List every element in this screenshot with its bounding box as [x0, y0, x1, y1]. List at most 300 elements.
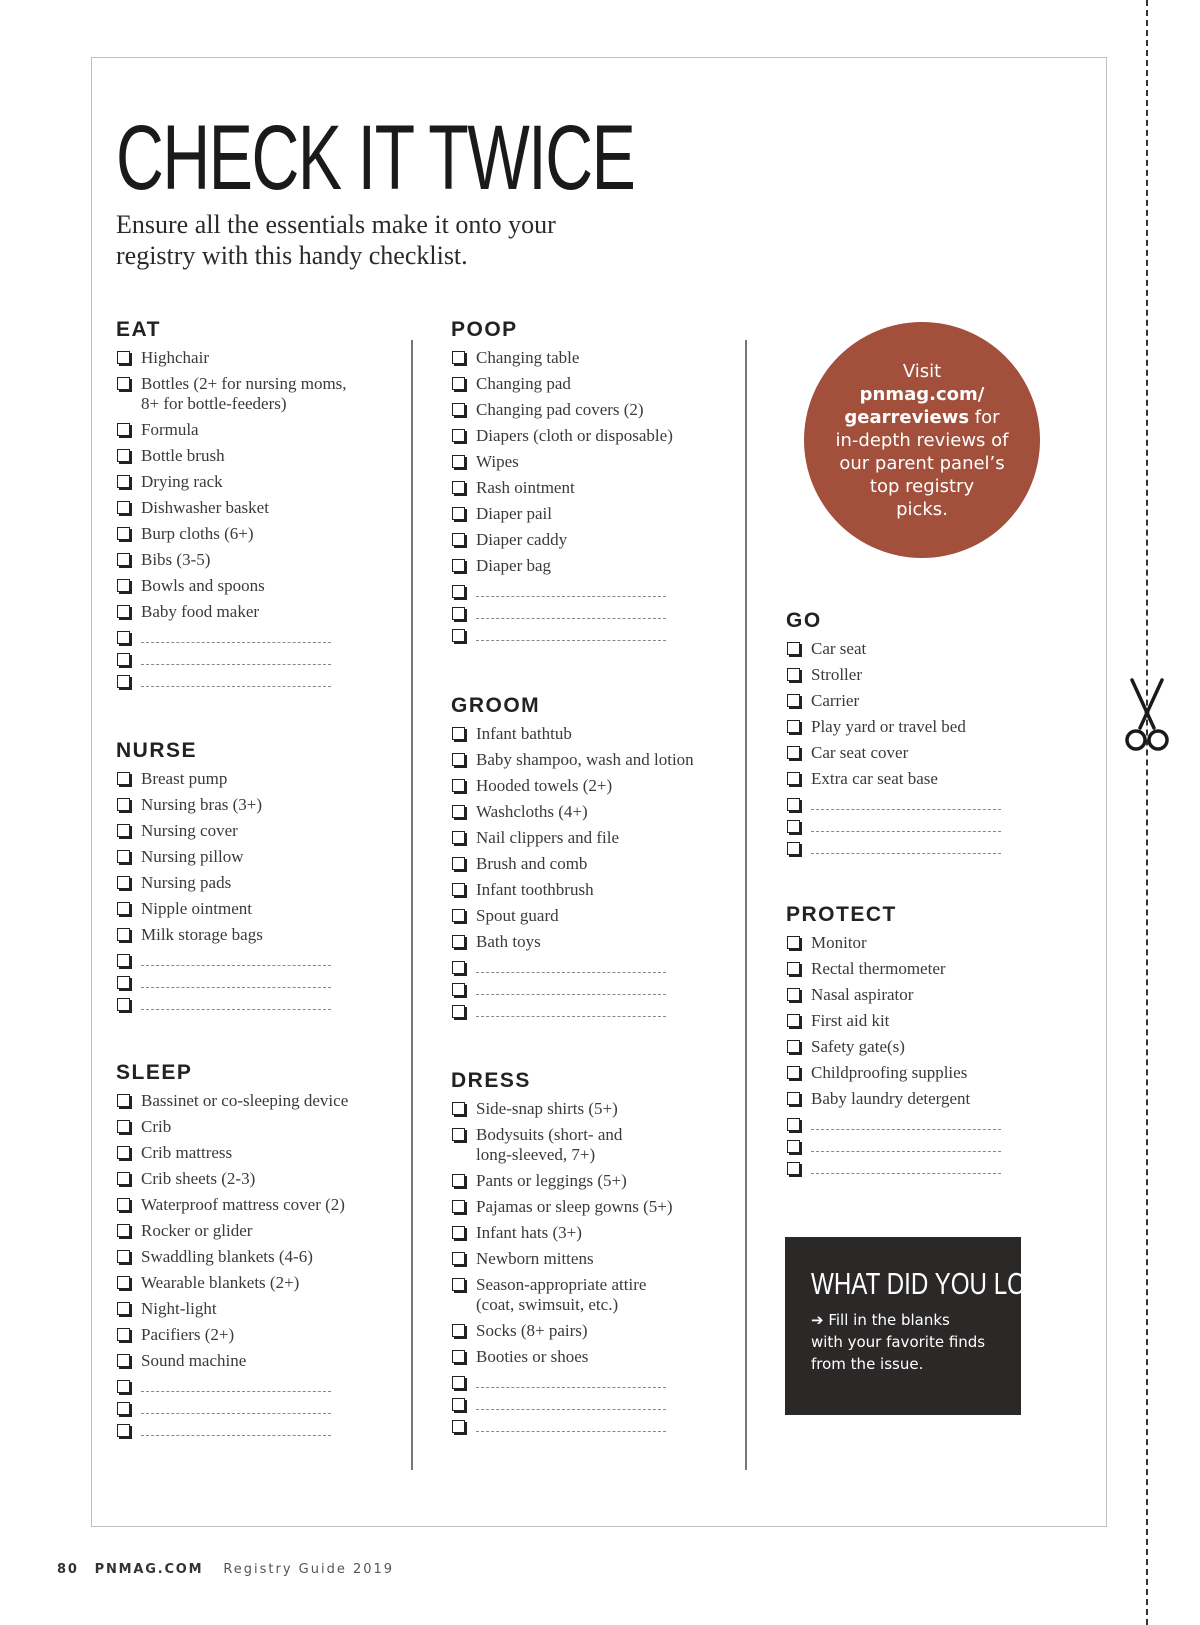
checkbox-icon[interactable]	[117, 1120, 130, 1133]
checklist-item[interactable]	[786, 665, 1086, 685]
checkbox-icon[interactable]	[117, 377, 130, 390]
checklist-item[interactable]	[451, 1125, 751, 1165]
checklist-item-label: Washcloths (4+)	[476, 802, 588, 821]
checklist-item-label: Spout guard	[476, 906, 559, 925]
checkbox-icon[interactable]	[117, 976, 130, 989]
checklist-item-label: Nail clippers and file	[476, 828, 620, 847]
checklist	[786, 933, 1086, 1175]
checklist-item-label: Milk storage bags	[141, 925, 263, 944]
checklist-item[interactable]	[116, 420, 416, 440]
checklist-item[interactable]	[116, 1247, 416, 1267]
checklist-item-label: Season-appropriate attire (coat, swimsuit, etc.)	[476, 1275, 647, 1314]
checklist-item[interactable]	[116, 374, 416, 414]
checklist	[786, 639, 1086, 855]
checkbox-icon[interactable]	[452, 607, 465, 620]
checkbox-icon[interactable]	[452, 961, 465, 974]
checklist-item[interactable]	[451, 750, 751, 770]
checklist-item[interactable]	[451, 906, 751, 926]
promo-line: in-depth reviews of	[835, 429, 1009, 451]
checkbox-icon[interactable]	[452, 831, 465, 844]
checkbox-icon[interactable]	[117, 1276, 130, 1289]
checklist-item-label: Car seat	[811, 639, 867, 658]
blank-checklist-item[interactable]	[786, 795, 1086, 811]
footer-guide: Registry Guide 2019	[223, 1562, 395, 1577]
fill-in-blank-line[interactable]	[141, 1391, 331, 1392]
checkbox-icon[interactable]	[117, 998, 130, 1011]
checklist-item[interactable]	[786, 717, 1086, 737]
checkbox-icon[interactable]	[117, 1402, 130, 1415]
checkbox-icon[interactable]	[117, 527, 130, 540]
section-poop	[451, 316, 751, 648]
checkbox-icon[interactable]	[787, 988, 800, 1001]
checklist-item-label: Bodysuits (short- and long-sleeved, 7+)	[476, 1125, 623, 1164]
checklist-item[interactable]	[451, 504, 751, 524]
checklist-item-label: Wearable blankets (2+)	[141, 1273, 300, 1292]
checklist-item[interactable]	[786, 985, 1086, 1005]
checklist-item[interactable]	[451, 724, 751, 744]
checklist-item[interactable]	[451, 1171, 751, 1191]
checkbox-icon[interactable]	[787, 720, 800, 733]
checkbox-icon[interactable]	[117, 824, 130, 837]
checkbox-icon[interactable]	[452, 883, 465, 896]
fill-in-blank-line[interactable]	[811, 809, 1001, 810]
page-footer	[57, 1562, 394, 1577]
checkbox-icon[interactable]	[117, 351, 130, 364]
checkbox-icon[interactable]	[452, 1376, 465, 1389]
checklist-item-label: Rectal thermometer	[811, 959, 946, 978]
checklist-item[interactable]	[116, 821, 416, 841]
loved-box-title: WHAT DID YOU LOVE?	[811, 1266, 1072, 1301]
checkbox-icon[interactable]	[452, 429, 465, 442]
fill-in-blank-line[interactable]	[476, 1409, 666, 1410]
checkbox-icon[interactable]	[452, 983, 465, 996]
checklist-item[interactable]	[451, 828, 751, 848]
blank-checklist-item[interactable]	[116, 973, 416, 989]
checkbox-icon[interactable]	[452, 935, 465, 948]
checklist-item-label: Diaper caddy	[476, 530, 568, 549]
checkbox-icon[interactable]	[117, 1198, 130, 1211]
fill-in-blank-line[interactable]	[476, 972, 666, 973]
checklist-item[interactable]	[786, 959, 1086, 979]
checklist-item[interactable]	[451, 880, 751, 900]
fill-in-blank-line[interactable]	[811, 853, 1001, 854]
blank-checklist-item[interactable]	[116, 995, 416, 1011]
blank-checklist-item[interactable]	[116, 1421, 416, 1437]
checklist-item[interactable]	[116, 1169, 416, 1189]
checklist-item[interactable]	[786, 1089, 1086, 1109]
promo-line: our parent panel’s	[839, 452, 1005, 474]
checklist-item-label: Dishwasher basket	[141, 498, 269, 517]
checkbox-icon[interactable]	[117, 653, 130, 666]
fill-in-blank-line[interactable]	[476, 1016, 666, 1017]
checklist-item-label: Baby food maker	[141, 602, 260, 621]
checkbox-icon[interactable]	[787, 936, 800, 949]
checklist-item[interactable]	[451, 556, 751, 576]
checkbox-icon[interactable]	[117, 553, 130, 566]
checkbox-icon[interactable]	[117, 1094, 130, 1107]
checklist-item[interactable]	[116, 472, 416, 492]
checklist-item[interactable]	[116, 576, 416, 596]
promo-link[interactable]: gearreviews	[844, 406, 970, 428]
fill-in-blank-line[interactable]	[141, 987, 331, 988]
checkbox-icon[interactable]	[117, 579, 130, 592]
checkbox-icon[interactable]	[452, 481, 465, 494]
checklist-item-label: Sound machine	[141, 1351, 247, 1370]
checkbox-icon[interactable]	[117, 954, 130, 967]
section-title: NURSE	[116, 739, 198, 762]
checklist-item-label: Changing table	[476, 348, 580, 367]
checkbox-icon[interactable]	[452, 909, 465, 922]
checklist-item[interactable]	[451, 1347, 751, 1367]
checklist-item-label: Play yard or travel bed	[811, 717, 966, 736]
checklist-item-label: Wipes	[476, 452, 519, 471]
checklist-item[interactable]	[786, 743, 1086, 763]
checklist	[451, 1099, 751, 1433]
fill-in-blank-line[interactable]	[141, 1413, 331, 1414]
checklist-item-label: Baby laundry detergent	[811, 1089, 971, 1108]
checkbox-icon[interactable]	[117, 876, 130, 889]
checklist-item-label: Crib	[141, 1117, 172, 1136]
checkbox-icon[interactable]	[117, 475, 130, 488]
checkbox-icon[interactable]	[452, 1128, 465, 1141]
checkbox-icon[interactable]	[787, 1040, 800, 1053]
checklist-item-label: Crib mattress	[141, 1143, 233, 1162]
checklist-item[interactable]	[116, 446, 416, 466]
checklist-item-label: Infant bathtub	[476, 724, 572, 743]
checklist-item[interactable]	[116, 1143, 416, 1163]
checklist-item-label: First aid kit	[811, 1011, 890, 1030]
checkbox-icon[interactable]	[787, 772, 800, 785]
blank-checklist-item[interactable]	[451, 1373, 751, 1389]
blank-checklist-item[interactable]	[451, 604, 751, 620]
blank-checklist-item[interactable]	[451, 1417, 751, 1433]
blank-checklist-item[interactable]	[116, 1399, 416, 1415]
subtitle-line: registry with this handy checklist.	[116, 241, 468, 270]
checklist-item[interactable]	[116, 1221, 416, 1241]
checklist-item[interactable]	[116, 1091, 416, 1111]
promo-line: for	[969, 406, 1000, 428]
section-title: DRESS	[451, 1069, 531, 1092]
checklist-item-label: Nursing pillow	[141, 847, 244, 866]
checkbox-icon[interactable]	[452, 1350, 465, 1363]
checklist-item-label: Nasal aspirator	[811, 985, 914, 1004]
checklist-item-label: Infant hats (3+)	[476, 1223, 582, 1242]
checklist-item[interactable]	[786, 1063, 1086, 1083]
fill-in-blank-line[interactable]	[476, 618, 666, 619]
checkbox-icon[interactable]	[117, 631, 130, 644]
promo-line: Visit	[902, 360, 942, 382]
checklist-item-label: Drying rack	[141, 472, 223, 491]
checkbox-icon[interactable]	[117, 675, 130, 688]
checklist-item[interactable]	[786, 639, 1086, 659]
checkbox-icon[interactable]	[787, 798, 800, 811]
section-title: EAT	[116, 318, 161, 341]
checklist-item-label: Booties or shoes	[476, 1347, 589, 1366]
checkbox-icon[interactable]	[452, 1252, 465, 1265]
checklist-item-label: Monitor	[811, 933, 867, 952]
blank-checklist-item[interactable]	[786, 1137, 1086, 1153]
section-title: GROOM	[451, 694, 541, 717]
checkbox-icon[interactable]	[117, 605, 130, 618]
checklist-item[interactable]	[786, 691, 1086, 711]
footer-site: PNMAG.COM	[94, 1562, 204, 1577]
section-protect	[786, 901, 1086, 1181]
blank-checklist-item[interactable]	[116, 1377, 416, 1393]
promo-line: top registry	[869, 475, 975, 497]
blank-checklist-item[interactable]	[116, 650, 416, 666]
checkbox-icon[interactable]	[452, 1420, 465, 1433]
checkbox-icon[interactable]	[117, 449, 130, 462]
checklist-item[interactable]	[451, 530, 751, 550]
checkbox-icon[interactable]	[117, 423, 130, 436]
checklist-item[interactable]	[116, 1195, 416, 1215]
checklist-item-label: Childproofing supplies	[811, 1063, 968, 1082]
fill-in-blank-line[interactable]	[141, 642, 331, 643]
checklist-item-label: Diaper bag	[476, 556, 552, 575]
checklist-item-label: Side-snap shirts (5+)	[476, 1099, 618, 1118]
checkbox-icon[interactable]	[452, 629, 465, 642]
checkbox-icon[interactable]	[452, 377, 465, 390]
checklist-item[interactable]	[116, 498, 416, 518]
checkbox-icon[interactable]	[117, 798, 130, 811]
checklist-item-label: Socks (8+ pairs)	[476, 1321, 588, 1340]
checklist-item[interactable]	[116, 795, 416, 815]
blank-checklist-item[interactable]	[786, 839, 1086, 855]
checkbox-icon[interactable]	[117, 1146, 130, 1159]
scissors-icon	[1124, 678, 1170, 756]
checklist-item[interactable]	[116, 1325, 416, 1345]
checklist-item-label: Stroller	[811, 665, 862, 684]
checkbox-icon[interactable]	[787, 668, 800, 681]
checklist-item-label: Rash ointment	[476, 478, 575, 497]
checklist-item[interactable]	[116, 1299, 416, 1319]
blank-checklist-item[interactable]	[451, 1002, 751, 1018]
checklist-item[interactable]	[451, 348, 751, 368]
checklist-item[interactable]	[116, 1273, 416, 1293]
checklist	[116, 769, 416, 1011]
checklist-item[interactable]	[116, 899, 416, 919]
blank-checklist-item[interactable]	[451, 582, 751, 598]
checkbox-icon[interactable]	[117, 1172, 130, 1185]
blank-checklist-item[interactable]	[451, 1395, 751, 1411]
checklist-item-label: Diapers (cloth or disposable)	[476, 426, 673, 445]
section-groom	[451, 692, 751, 1024]
checkbox-icon[interactable]	[787, 820, 800, 833]
checkbox-icon[interactable]	[452, 1102, 465, 1115]
fill-in-blank-line[interactable]	[811, 831, 1001, 832]
checklist-item[interactable]	[451, 1321, 751, 1341]
checklist-item[interactable]	[451, 452, 751, 472]
checkbox-icon[interactable]	[117, 1328, 130, 1341]
checkbox-icon[interactable]	[787, 962, 800, 975]
checklist-item-label: Extra car seat base	[811, 769, 938, 788]
checklist-item[interactable]	[786, 933, 1086, 953]
fill-in-blank-line[interactable]	[476, 994, 666, 995]
checkbox-icon[interactable]	[787, 1092, 800, 1105]
subtitle-line: Ensure all the essentials make it onto your	[116, 210, 556, 239]
checkbox-icon[interactable]	[452, 559, 465, 572]
fill-in-blank-line[interactable]	[141, 664, 331, 665]
promo-badge	[804, 322, 1040, 558]
checklist-item-label: Highchair	[141, 348, 209, 367]
checklist-item[interactable]	[116, 524, 416, 544]
checklist-item-label: Nipple ointment	[141, 899, 252, 918]
checkbox-icon[interactable]	[117, 772, 130, 785]
checklist-item[interactable]	[451, 374, 751, 394]
checkbox-icon[interactable]	[117, 1354, 130, 1367]
promo-line: picks.	[896, 498, 948, 520]
checkbox-icon[interactable]	[787, 642, 800, 655]
checkbox-icon[interactable]	[787, 1066, 800, 1079]
checkbox-icon[interactable]	[117, 501, 130, 514]
checkbox-icon[interactable]	[452, 1200, 465, 1213]
checkbox-icon[interactable]	[787, 1162, 800, 1175]
checklist-item-label: Diaper pail	[476, 504, 552, 523]
blank-checklist-item[interactable]	[451, 958, 751, 974]
checklist-item[interactable]	[786, 1011, 1086, 1031]
fill-in-blank-line[interactable]	[476, 1387, 666, 1388]
checklist-item-label: Pacifiers (2+)	[141, 1325, 235, 1344]
checkbox-icon[interactable]	[117, 1424, 130, 1437]
checkbox-icon[interactable]	[452, 1005, 465, 1018]
fill-in-blank-line[interactable]	[476, 596, 666, 597]
checklist-item-label: Breast pump	[141, 769, 228, 788]
checklist-item[interactable]	[116, 1117, 416, 1137]
checklist-item[interactable]	[451, 1197, 751, 1217]
checklist-item[interactable]	[451, 1275, 751, 1315]
checkbox-icon[interactable]	[452, 857, 465, 870]
checklist-item[interactable]	[116, 925, 416, 945]
checkbox-icon[interactable]	[452, 753, 465, 766]
checklist-item[interactable]	[116, 847, 416, 867]
checklist-item-label: Bowls and spoons	[141, 576, 265, 595]
checklist-item[interactable]	[451, 1223, 751, 1243]
checkbox-icon[interactable]	[452, 1398, 465, 1411]
blank-checklist-item[interactable]	[116, 672, 416, 688]
blank-checklist-item[interactable]	[786, 817, 1086, 833]
checkbox-icon[interactable]	[787, 694, 800, 707]
section-dress	[451, 1067, 751, 1439]
section-title: GO	[786, 609, 822, 632]
checklist-item-label: Safety gate(s)	[811, 1037, 905, 1056]
checkbox-icon[interactable]	[117, 1302, 130, 1315]
checkbox-icon[interactable]	[452, 1278, 465, 1291]
checklist-item[interactable]	[451, 478, 751, 498]
checklist-item[interactable]	[451, 776, 751, 796]
checklist-item[interactable]	[451, 802, 751, 822]
checklist	[116, 1091, 416, 1437]
checkbox-icon[interactable]	[452, 533, 465, 546]
checkbox-icon[interactable]	[452, 403, 465, 416]
checklist-item[interactable]	[451, 1249, 751, 1269]
checklist-item[interactable]	[451, 854, 751, 874]
checklist-item[interactable]	[451, 400, 751, 420]
checklist-item[interactable]	[116, 550, 416, 570]
fill-in-blank-line[interactable]	[141, 686, 331, 687]
checklist-item[interactable]	[451, 1099, 751, 1119]
checklist-item-label: Nursing bras (3+)	[141, 795, 263, 814]
checkbox-icon[interactable]	[787, 1014, 800, 1027]
checkbox-icon[interactable]	[452, 805, 465, 818]
checklist-item-label: Bassinet or co-sleeping device	[141, 1091, 349, 1110]
checkbox-icon[interactable]	[452, 1226, 465, 1239]
checklist-item-label: Bath toys	[476, 932, 541, 951]
blank-checklist-item[interactable]	[116, 951, 416, 967]
checklist-item[interactable]	[116, 602, 416, 622]
fill-in-blank-line[interactable]	[476, 640, 666, 641]
section-eat	[116, 316, 416, 694]
blank-checklist-item[interactable]	[786, 1159, 1086, 1175]
checklist-item[interactable]	[116, 1351, 416, 1371]
checkbox-icon[interactable]	[452, 779, 465, 792]
checklist-item-label: Swaddling blankets (4-6)	[141, 1247, 313, 1266]
checklist	[116, 348, 416, 688]
fill-in-blank-line[interactable]	[141, 965, 331, 966]
fill-in-blank-line[interactable]	[476, 1431, 666, 1432]
checklist-item-label: Carrier	[811, 691, 860, 710]
fill-in-blank-line[interactable]	[141, 1435, 331, 1436]
checkbox-icon[interactable]	[452, 507, 465, 520]
checkbox-icon[interactable]	[117, 1224, 130, 1237]
checklist-item-label: Infant toothbrush	[476, 880, 594, 899]
checkbox-icon[interactable]	[452, 1174, 465, 1187]
checklist-item-label: Changing pad covers (2)	[476, 400, 644, 419]
checklist-item[interactable]	[786, 769, 1086, 789]
checkbox-icon[interactable]	[787, 746, 800, 759]
checklist-item[interactable]	[116, 769, 416, 789]
checklist	[451, 348, 751, 642]
fill-in-blank-line[interactable]	[141, 1009, 331, 1010]
section-title: PROTECT	[786, 903, 897, 926]
checklist-item[interactable]	[116, 873, 416, 893]
checklist	[451, 724, 751, 1018]
fill-in-blank-line[interactable]	[811, 1129, 1001, 1130]
checkbox-icon[interactable]	[787, 1118, 800, 1131]
checkbox-icon[interactable]	[117, 1250, 130, 1263]
checklist-item[interactable]	[451, 932, 751, 952]
checklist-item[interactable]	[116, 348, 416, 368]
checkbox-icon[interactable]	[452, 585, 465, 598]
blank-checklist-item[interactable]	[116, 628, 416, 644]
checkbox-icon[interactable]	[452, 727, 465, 740]
blank-checklist-item[interactable]	[786, 1115, 1086, 1131]
page-number: 80	[57, 1562, 79, 1577]
checkbox-icon[interactable]	[452, 455, 465, 468]
checkbox-icon[interactable]	[117, 928, 130, 941]
checklist-item[interactable]	[451, 426, 751, 446]
checkbox-icon[interactable]	[787, 1140, 800, 1153]
checklist-item[interactable]	[786, 1037, 1086, 1057]
fill-in-blank-line[interactable]	[811, 1173, 1001, 1174]
checkbox-icon[interactable]	[452, 351, 465, 364]
checkbox-icon[interactable]	[787, 842, 800, 855]
blank-checklist-item[interactable]	[451, 626, 751, 642]
page-title: CHECK IT TWICE	[116, 107, 635, 209]
promo-link[interactable]: pnmag.com/	[859, 383, 985, 405]
checklist-item-label: Changing pad	[476, 374, 571, 393]
checklist-item-label: Burp cloths (6+)	[141, 524, 254, 543]
fill-in-blank-line[interactable]	[811, 1151, 1001, 1152]
checkbox-icon[interactable]	[117, 1380, 130, 1393]
checkbox-icon[interactable]	[117, 902, 130, 915]
page-subtitle	[116, 209, 656, 271]
checklist-item-label: Nursing cover	[141, 821, 238, 840]
checkbox-icon[interactable]	[117, 850, 130, 863]
checklist-item-label: Waterproof mattress cover (2)	[141, 1195, 345, 1214]
checkbox-icon[interactable]	[452, 1324, 465, 1337]
blank-checklist-item[interactable]	[451, 980, 751, 996]
checklist-item-label: Pants or leggings (5+)	[476, 1171, 627, 1190]
